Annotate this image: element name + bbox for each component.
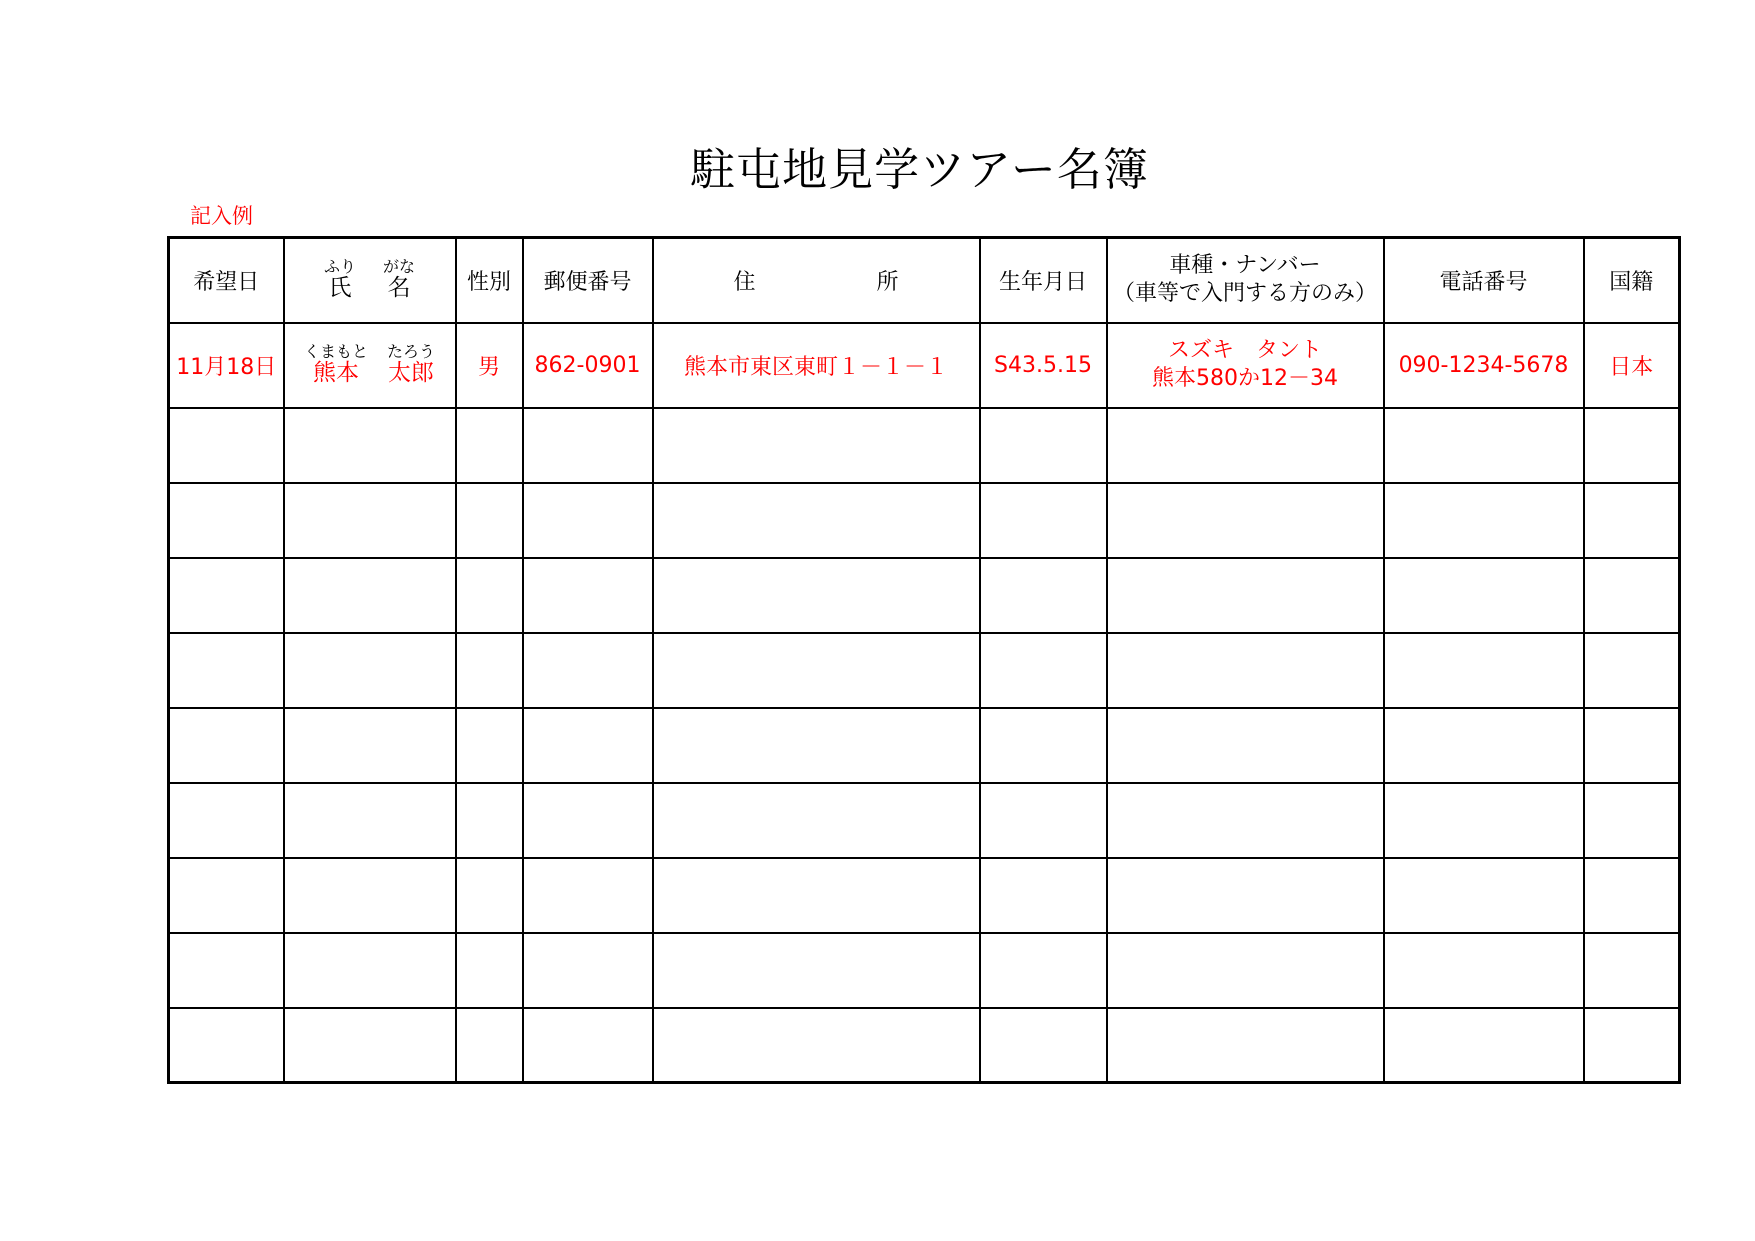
- entry-cell-date[interactable]: [169, 783, 284, 858]
- header-vehicle: [1107, 238, 1384, 323]
- example-date: 11月18日: [169, 323, 284, 408]
- entry-row: [169, 558, 1680, 633]
- entry-cell-birth[interactable]: [980, 633, 1107, 708]
- entry-cell-gender[interactable]: [456, 933, 523, 1008]
- example-name-given: [387, 344, 435, 386]
- entry-cell-phone[interactable]: [1384, 783, 1584, 858]
- example-birth: S43.5.15: [980, 323, 1107, 408]
- entry-cell-phone[interactable]: [1384, 708, 1584, 783]
- example-vehicle-plate: 熊本580か12－34: [1152, 366, 1338, 391]
- example-nationality: 日本: [1584, 323, 1680, 408]
- empty-rows: [169, 408, 1680, 1083]
- header-vehicle-2: （車等で入門する方のみ）: [1112, 281, 1377, 307]
- entry-cell-vehicle[interactable]: [1107, 783, 1384, 858]
- example-vehicle: [1107, 323, 1384, 408]
- entry-cell-gender[interactable]: [456, 708, 523, 783]
- entry-cell-vehicle[interactable]: [1107, 483, 1384, 558]
- entry-cell-name[interactable]: [284, 483, 456, 558]
- entry-cell-phone[interactable]: [1384, 933, 1584, 1008]
- entry-cell-date[interactable]: [169, 633, 284, 708]
- entry-cell-gender[interactable]: [456, 783, 523, 858]
- entry-cell-postal[interactable]: [523, 1008, 653, 1083]
- entry-row: [169, 858, 1680, 933]
- entry-cell-birth[interactable]: [980, 558, 1107, 633]
- example-vehicle-model: スズキ タント: [1167, 338, 1322, 363]
- example-row: [169, 323, 1680, 408]
- entry-cell-address[interactable]: [653, 708, 980, 783]
- entry-cell-name[interactable]: [284, 633, 456, 708]
- example-address: 熊本市東区東町１－１－１: [653, 323, 980, 408]
- header-name-furi2: がな: [383, 257, 416, 277]
- entry-cell-birth[interactable]: [980, 708, 1107, 783]
- entry-cell-postal[interactable]: [523, 783, 653, 858]
- entry-cell-phone[interactable]: [1384, 558, 1584, 633]
- entry-cell-postal[interactable]: [523, 483, 653, 558]
- entry-cell-gender[interactable]: [456, 408, 523, 483]
- entry-cell-nationality[interactable]: [1584, 558, 1680, 633]
- entry-cell-postal[interactable]: [523, 933, 653, 1008]
- entry-cell-phone[interactable]: [1384, 633, 1584, 708]
- example-name-family: [304, 344, 368, 386]
- entry-cell-postal[interactable]: [523, 858, 653, 933]
- entry-cell-vehicle[interactable]: [1107, 408, 1384, 483]
- entry-cell-vehicle[interactable]: [1107, 708, 1384, 783]
- header-row: [169, 238, 1680, 323]
- entry-cell-name[interactable]: [284, 933, 456, 1008]
- entry-cell-postal[interactable]: [523, 408, 653, 483]
- entry-row: [169, 633, 1680, 708]
- entry-cell-nationality[interactable]: [1584, 783, 1680, 858]
- entry-cell-birth[interactable]: [980, 1008, 1107, 1083]
- header-address: [653, 238, 980, 323]
- entry-cell-birth[interactable]: [980, 858, 1107, 933]
- header-name-main1: 氏: [328, 275, 352, 302]
- entry-cell-postal[interactable]: [523, 633, 653, 708]
- header-name-given: [383, 259, 415, 301]
- entry-cell-name[interactable]: [284, 783, 456, 858]
- entry-cell-address[interactable]: [653, 408, 980, 483]
- example-name-kana-family: くまもと: [303, 342, 368, 361]
- entry-cell-address[interactable]: [653, 933, 980, 1008]
- entry-cell-date[interactable]: [169, 933, 284, 1008]
- entry-cell-name[interactable]: [284, 708, 456, 783]
- entry-cell-nationality[interactable]: [1584, 1008, 1680, 1083]
- entry-cell-gender[interactable]: [456, 558, 523, 633]
- entry-cell-nationality[interactable]: [1584, 633, 1680, 708]
- entry-cell-gender[interactable]: [456, 633, 523, 708]
- entry-cell-postal[interactable]: [523, 558, 653, 633]
- entry-cell-vehicle[interactable]: [1107, 1008, 1384, 1083]
- entry-cell-vehicle[interactable]: [1107, 858, 1384, 933]
- example-name-kana-given: たろう: [387, 342, 436, 361]
- entry-cell-date[interactable]: [169, 1008, 284, 1083]
- header-name-main2: 名: [387, 275, 411, 302]
- entry-cell-address[interactable]: [653, 783, 980, 858]
- header-postal: 郵便番号: [523, 238, 653, 323]
- entry-row: [169, 933, 1680, 1008]
- header-birth: 生年月日: [980, 238, 1107, 323]
- entry-row: [169, 483, 1680, 558]
- entry-row: [169, 783, 1680, 858]
- header-phone: 電話番号: [1384, 238, 1584, 323]
- header-name: [284, 238, 456, 323]
- entry-cell-postal[interactable]: [523, 708, 653, 783]
- entry-cell-phone[interactable]: [1384, 408, 1584, 483]
- header-vehicle-1: 車種・ナンバー: [1169, 253, 1321, 279]
- example-name-family-text: 熊本: [312, 360, 359, 386]
- entry-cell-nationality[interactable]: [1584, 708, 1680, 783]
- entry-cell-address[interactable]: [653, 858, 980, 933]
- entry-cell-date[interactable]: [169, 708, 284, 783]
- entry-cell-gender[interactable]: [456, 483, 523, 558]
- entry-cell-birth[interactable]: [980, 933, 1107, 1008]
- entry-cell-date[interactable]: [169, 858, 284, 933]
- entry-cell-date[interactable]: [169, 558, 284, 633]
- entry-cell-vehicle[interactable]: [1107, 633, 1384, 708]
- entry-cell-date[interactable]: [169, 408, 284, 483]
- roster-table: [167, 236, 1681, 1084]
- entry-cell-gender[interactable]: [456, 1008, 523, 1083]
- entry-cell-address[interactable]: [653, 558, 980, 633]
- entry-cell-name[interactable]: [284, 858, 456, 933]
- example-label: 記入例: [190, 204, 253, 228]
- entry-cell-phone[interactable]: [1384, 858, 1584, 933]
- example-name: [284, 323, 456, 408]
- entry-cell-birth[interactable]: [980, 408, 1107, 483]
- entry-cell-vehicle[interactable]: [1107, 558, 1384, 633]
- example-postal: 862-0901: [523, 323, 653, 408]
- entry-cell-date[interactable]: [169, 483, 284, 558]
- entry-row: [169, 1008, 1680, 1083]
- entry-cell-gender[interactable]: [456, 858, 523, 933]
- header-nationality: 国籍: [1584, 238, 1680, 323]
- entry-cell-nationality[interactable]: [1584, 408, 1680, 483]
- header-gender: 性別: [456, 238, 523, 323]
- header-date: 希望日: [169, 238, 284, 323]
- entry-cell-birth[interactable]: [980, 783, 1107, 858]
- entry-cell-address[interactable]: [653, 633, 980, 708]
- header-address-2: 所: [876, 269, 899, 295]
- entry-cell-nationality[interactable]: [1584, 483, 1680, 558]
- entry-cell-nationality[interactable]: [1584, 933, 1680, 1008]
- entry-cell-name[interactable]: [284, 1008, 456, 1083]
- entry-cell-birth[interactable]: [980, 483, 1107, 558]
- entry-cell-address[interactable]: [653, 483, 980, 558]
- entry-row: [169, 708, 1680, 783]
- entry-cell-name[interactable]: [284, 408, 456, 483]
- header-address-1: 住: [733, 269, 756, 295]
- entry-cell-name[interactable]: [284, 558, 456, 633]
- entry-row: [169, 408, 1680, 483]
- entry-cell-address[interactable]: [653, 1008, 980, 1083]
- header-name-family: [324, 259, 356, 301]
- entry-cell-nationality[interactable]: [1584, 858, 1680, 933]
- entry-cell-vehicle[interactable]: [1107, 933, 1384, 1008]
- entry-cell-phone[interactable]: [1384, 1008, 1584, 1083]
- page-title: 駐屯地見学ツアー名簿: [690, 143, 1149, 196]
- entry-cell-phone[interactable]: [1384, 483, 1584, 558]
- example-gender: 男: [456, 323, 523, 408]
- example-phone: 090-1234-5678: [1384, 323, 1584, 408]
- example-name-given-text: 太郎: [388, 360, 434, 386]
- header-name-furi1: ふり: [323, 257, 356, 277]
